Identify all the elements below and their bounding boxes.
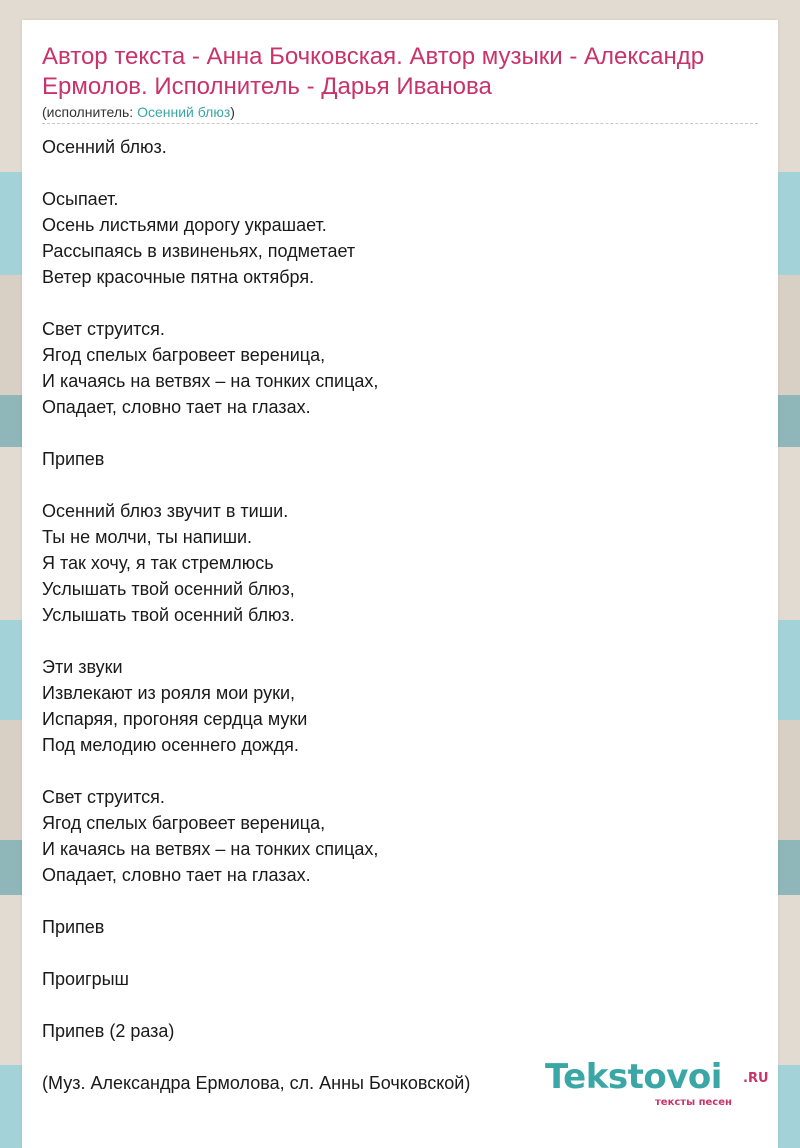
lyric-line: Услышать твой осенний блюз,	[42, 579, 295, 599]
lyric-blank-line	[42, 940, 742, 966]
lyric-line: Под мелодию осеннего дождя.	[42, 735, 299, 755]
lyric-blank-line	[42, 628, 742, 654]
lyric-line: Услышать твой осенний блюз.	[42, 605, 295, 625]
lyric-line: Свет струится.	[42, 787, 165, 807]
lyrics-text	[42, 134, 742, 1096]
performer-prefix: (исполнитель:	[42, 104, 138, 120]
lyric-line: Осень листьями дорогу украшает.	[42, 215, 327, 235]
lyric-line: Свет струится.	[42, 319, 165, 339]
lyric-line: Осыпает.	[42, 189, 119, 209]
logo-domain: .RU	[743, 1071, 769, 1086]
logo-tagline: тексты песен	[655, 1097, 732, 1108]
lyric-line: И качаясь на ветвях – на тонких спицах,	[42, 839, 379, 859]
lyric-line: Осенний блюз.	[42, 137, 167, 157]
lyric-line: Припев	[42, 449, 105, 469]
lyric-line: Ветер красочные пятна октября.	[42, 267, 315, 287]
performer-link[interactable]: Осенний блюз	[137, 104, 231, 120]
lyric-line: Испаряя, прогоняя сердца муки	[42, 709, 308, 729]
lyric-blank-line	[42, 472, 742, 498]
performer-line	[42, 103, 235, 121]
lyric-line: (Муз. Александра Ермолова, сл. Анны Бочковской)	[42, 1073, 471, 1093]
lyric-blank-line	[42, 160, 742, 186]
lyric-line: Опадает, словно тает на глазах.	[42, 397, 311, 417]
lyric-line: Я так хочу, я так стремлюсь	[42, 553, 274, 573]
lyric-line: Ягод спелых багровеет вереница,	[42, 813, 326, 833]
lyric-blank-line	[42, 290, 742, 316]
lyric-line: Извлекают из рояля мои руки,	[42, 683, 295, 703]
lyric-blank-line	[42, 758, 742, 784]
divider	[42, 123, 758, 124]
lyric-line: Ты не молчи, ты напиши.	[42, 527, 253, 547]
lyric-line: Проигрыш	[42, 969, 129, 989]
lyric-line: Припев (2 раза)	[42, 1021, 175, 1041]
lyric-blank-line	[42, 888, 742, 914]
lyric-line: Ягод спелых багровеет вереница,	[42, 345, 326, 365]
lyric-blank-line	[42, 992, 742, 1018]
lyric-line: Рассыпаясь в извиненьях, подметает	[42, 241, 356, 261]
lyric-line: И качаясь на ветвях – на тонких спицах,	[42, 371, 379, 391]
lyric-blank-line	[42, 420, 742, 446]
lyric-line: Осенний блюз звучит в тиши.	[42, 501, 289, 521]
lyric-line: Опадает, словно тает на глазах.	[42, 865, 311, 885]
lyric-line: Эти звуки	[42, 657, 123, 677]
page-title: Автор текста - Анна Бочковская. Автор музыки - Александр Ермолов. Исполнитель - Дарья Иванова	[42, 43, 705, 100]
lyric-line: Припев	[42, 917, 105, 937]
site-logo[interactable]	[545, 1057, 785, 1127]
performer-suffix: )	[230, 104, 235, 120]
logo-name: Tekstovoi	[545, 1057, 722, 1097]
lyrics-card	[22, 20, 778, 1148]
